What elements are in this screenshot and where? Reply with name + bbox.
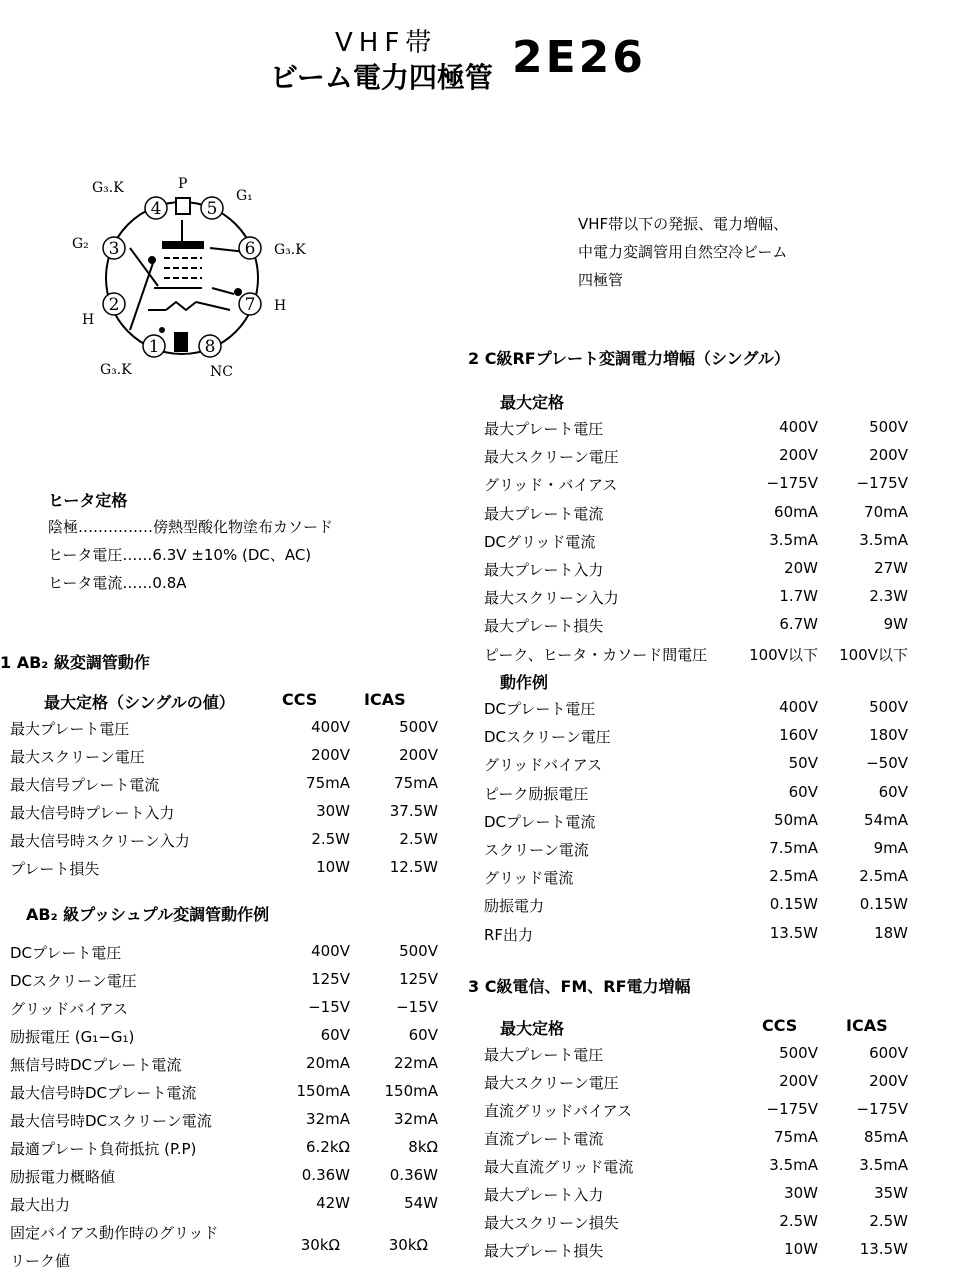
heater-title: ヒータ定格 <box>48 491 128 510</box>
sec2-ratings-title: 最大定格 <box>500 393 565 412</box>
row-label: 最大プレート損失 <box>484 617 604 636</box>
svg-text:G₃.K: G₃.K <box>92 180 124 196</box>
row-label: 最大プレート電圧 <box>484 1046 604 1064</box>
row-value-1: 6.7W <box>779 615 818 634</box>
table-row <box>484 531 908 555</box>
grid-leak-label-2: リーク値 <box>10 1252 71 1270</box>
svg-text:H: H <box>82 312 95 328</box>
heater-line: 陰極……………傍熱型酸化物塗布カソード <box>48 518 334 536</box>
row-value-2: 60V <box>408 1026 438 1044</box>
model-number: 2E26 <box>512 32 646 83</box>
svg-text:2: 2 <box>108 295 120 315</box>
row-value-1: 60V <box>320 1026 350 1044</box>
row-value-2: 27W <box>874 559 908 577</box>
row-value-1: 42W <box>316 1194 350 1212</box>
row-label: ピーク、ヒータ・カソード間電圧 <box>484 645 708 664</box>
row-value-2: 2.5W <box>869 1212 908 1230</box>
sec1-pp-title: AB₂ 級プッシュプル変調管動作例 <box>26 905 270 924</box>
row-value-1: 400V <box>311 942 350 960</box>
row-label: 励振電力概略値 <box>10 1168 116 1186</box>
row-value-1: 2.5mA <box>769 867 818 886</box>
sec3-col2: ICAS <box>846 1016 888 1035</box>
sec3-ratings-title: 最大定格 <box>500 1019 565 1038</box>
row-value-2: 500V <box>399 718 438 736</box>
row-value-1: 10W <box>316 858 350 876</box>
row-value-2: 2.5W <box>399 830 438 848</box>
row-label: DCプレート電圧 <box>484 700 596 718</box>
row-value-2: 12.5W <box>389 858 438 876</box>
row-value-2: 54W <box>404 1194 438 1212</box>
row-value-1: 0.15W <box>769 895 818 914</box>
row-value-2: −175V <box>856 1100 908 1118</box>
table-row <box>10 942 438 966</box>
svg-text:6: 6 <box>244 239 256 259</box>
sec1-ratings-title: 最大定格（シングルの値） <box>44 693 235 712</box>
table-row <box>10 802 438 826</box>
row-value-1: −15V <box>308 998 350 1016</box>
row-value-2: 18W <box>874 923 908 942</box>
svg-text:1: 1 <box>148 337 160 357</box>
row-label: スクリーン電流 <box>484 841 589 859</box>
row-label: グリッド・バイアス <box>484 476 618 495</box>
row-value-1: 30W <box>316 802 350 820</box>
row-value-1: 50V <box>788 754 818 773</box>
row-label: DCグリッド電流 <box>484 532 596 551</box>
row-label: 最大プレート入力 <box>484 561 604 579</box>
row-label: 最大スクリーン電圧 <box>484 1074 619 1092</box>
table-row <box>10 746 438 770</box>
row-label: DCプレート電圧 <box>10 944 122 962</box>
row-value-2: 200V <box>869 1072 908 1090</box>
svg-text:4: 4 <box>150 199 162 219</box>
row-value-2: 37.5W <box>389 802 438 820</box>
row-label: 最大信号時DCプレート電流 <box>10 1084 197 1102</box>
row-value-1: 30W <box>784 1184 818 1202</box>
row-value-1: 60mA <box>774 502 818 521</box>
row-value-2: 8kΩ <box>408 1138 438 1156</box>
row-value-2: 125V <box>399 970 438 988</box>
table-row <box>484 924 908 948</box>
row-label: 最大信号プレート電流 <box>10 776 160 794</box>
row-label: DCスクリーン電圧 <box>10 972 137 990</box>
table-row <box>484 1156 908 1180</box>
header-line1: VHF帯 <box>335 28 438 58</box>
row-value-1: 60V <box>788 782 818 801</box>
svg-text:P: P <box>178 176 188 192</box>
table-row <box>484 446 908 470</box>
row-value-1: 6.2kΩ <box>305 1138 350 1156</box>
row-value-1: 7.5mA <box>769 839 818 857</box>
svg-text:8: 8 <box>204 337 216 357</box>
row-value-1: 400V <box>779 698 818 716</box>
row-label: 最大スクリーン電圧 <box>10 748 145 766</box>
row-value-1: 125V <box>311 970 350 988</box>
table-row <box>10 998 438 1022</box>
row-value-2: 75mA <box>394 774 438 792</box>
row-value-2: −175V <box>856 474 908 493</box>
row-value-1: 2.5W <box>779 1212 818 1230</box>
table-row <box>484 895 908 919</box>
svg-text:3: 3 <box>108 239 120 259</box>
table-row <box>484 559 908 583</box>
row-value-2: 3.5mA <box>859 1156 908 1174</box>
svg-text:7: 7 <box>244 295 256 315</box>
row-value-1: 2.5W <box>311 830 350 848</box>
table-row <box>484 726 908 750</box>
sec1-col2: ICAS <box>364 690 406 709</box>
row-label: 最大スクリーン損失 <box>484 1214 619 1232</box>
row-value-2: 500V <box>869 418 908 436</box>
svg-text:G₂: G₂ <box>72 236 89 252</box>
sec3-title: 3 C級電信、FM、RF電力増幅 <box>468 977 691 996</box>
base-key-top <box>176 198 190 214</box>
table-row <box>484 1212 908 1236</box>
table-row <box>10 1138 438 1162</box>
grid-leak-label-1: 固定バイアス動作時のグリッド <box>10 1224 219 1242</box>
table-row <box>484 754 908 778</box>
row-value-1: 200V <box>779 446 818 465</box>
table-row <box>484 1184 908 1208</box>
table-row <box>10 1166 438 1190</box>
row-value-1: 1.7W <box>779 587 818 606</box>
row-label: 最大信号時DCスクリーン電流 <box>10 1112 212 1130</box>
table-row <box>10 718 438 742</box>
row-value-1: 32mA <box>306 1110 350 1128</box>
base-pin-diagram <box>70 170 340 385</box>
table-row <box>10 858 438 882</box>
sec2-op-title: 動作例 <box>500 673 549 692</box>
row-value-2: 180V <box>869 726 908 745</box>
row-value-2: 2.5mA <box>859 867 908 886</box>
row-value-2: 600V <box>869 1044 908 1062</box>
table-row <box>10 1110 438 1134</box>
row-label: 最大出力 <box>10 1196 71 1214</box>
table-row <box>10 970 438 994</box>
row-value-1: 400V <box>311 718 350 736</box>
row-value-1: 3.5mA <box>769 530 818 549</box>
row-label: DCスクリーン電圧 <box>484 728 611 747</box>
row-value-1: −175V <box>766 1100 818 1118</box>
sec2-title: 2 C級RFプレート変調電力増幅（シングル） <box>468 349 790 368</box>
table-row <box>484 644 908 668</box>
row-label: 最大プレート電圧 <box>484 420 604 438</box>
table-row <box>484 615 908 639</box>
svg-text:5: 5 <box>206 199 218 219</box>
table-row <box>484 1240 908 1264</box>
row-value-2: 200V <box>399 746 438 764</box>
row-value-2: 2.3W <box>869 587 908 606</box>
table-row <box>10 1054 438 1078</box>
row-value-1: 400V <box>779 418 818 436</box>
row-label: ピーク励振電圧 <box>484 784 589 803</box>
row-value-1: 50mA <box>774 810 818 829</box>
row-value-1: 0.36W <box>301 1166 350 1184</box>
row-value-2: 0.36W <box>389 1166 438 1184</box>
sec3-col1: CCS <box>762 1016 798 1035</box>
row-label: 最大スクリーン入力 <box>484 589 619 608</box>
row-label: 最適プレート負荷抵抗 (P.P) <box>10 1140 197 1158</box>
table-row <box>484 839 908 863</box>
row-value-2: −15V <box>396 998 438 1016</box>
row-value-1: 200V <box>311 746 350 764</box>
table-row <box>484 474 908 498</box>
table-row <box>10 1026 438 1050</box>
row-value-2: 70mA <box>864 502 908 521</box>
grid-leak-v2: 30kΩ <box>388 1236 428 1254</box>
row-label: RF出力 <box>484 925 534 944</box>
row-label: グリッドバイアス <box>484 756 603 775</box>
row-value-2: 500V <box>869 698 908 716</box>
row-label: 最大信号時プレート入力 <box>10 804 175 822</box>
row-value-2: 500V <box>399 942 438 960</box>
row-label: 最大スクリーン電圧 <box>484 448 619 467</box>
svg-text:NC: NC <box>210 364 233 380</box>
row-label: 直流グリッドバイアス <box>484 1102 633 1120</box>
row-value-2: 100V以下 <box>839 645 908 664</box>
row-value-2: 60V <box>878 782 908 801</box>
row-value-2: 13.5W <box>859 1240 908 1258</box>
row-value-2: 9mA <box>873 839 908 857</box>
row-label: 直流プレート電流 <box>484 1130 604 1148</box>
table-row <box>484 587 908 611</box>
row-value-2: 200V <box>869 446 908 465</box>
row-value-1: 3.5mA <box>769 1156 818 1174</box>
row-value-2: −50V <box>866 754 908 773</box>
svg-text:H: H <box>274 298 287 314</box>
row-label: 最大プレート損失 <box>484 1242 604 1260</box>
row-value-2: 0.15W <box>859 895 908 914</box>
table-row <box>484 783 908 807</box>
row-value-1: 20W <box>784 559 818 577</box>
row-value-2: 3.5mA <box>859 530 908 549</box>
row-value-2: 85mA <box>864 1128 908 1146</box>
row-value-1: 100V以下 <box>749 645 818 664</box>
heater-line: ヒータ電圧……6.3V ±10% (DC、AC) <box>48 546 312 564</box>
row-value-1: 160V <box>779 726 818 745</box>
row-value-2: 32mA <box>394 1110 438 1128</box>
row-label: 最大プレート電圧 <box>10 720 130 738</box>
row-label: 最大直流グリッド電流 <box>484 1158 634 1176</box>
row-label: プレート損失 <box>10 860 100 878</box>
row-value-2: 35W <box>874 1184 908 1202</box>
table-row <box>484 503 908 527</box>
row-label: 最大プレート入力 <box>484 1186 604 1204</box>
sec1-title: 1 AB₂ 級変調管動作 <box>0 653 150 672</box>
row-value-1: 150mA <box>296 1082 350 1100</box>
table-row <box>484 698 908 722</box>
row-label: グリッドバイアス <box>10 1000 129 1018</box>
header-line2: ビーム電力四極管 <box>270 61 493 94</box>
svg-text:G₃.K: G₃.K <box>274 242 306 258</box>
table-row <box>484 418 908 442</box>
table-row <box>10 1194 438 1218</box>
row-value-1: 13.5W <box>769 923 818 942</box>
row-label: グリッド電流 <box>484 869 574 888</box>
row-value-1: 500V <box>779 1044 818 1062</box>
row-value-1: −175V <box>766 474 818 493</box>
description: VHF帯以下の発振、電力増幅、 中電力変調管用自然空冷ビーム 四極管 <box>578 215 789 289</box>
table-row <box>484 1128 908 1152</box>
row-label: 励振電圧 (G₁−G₁) <box>10 1028 135 1046</box>
sec1-col1: CCS <box>282 690 318 709</box>
grid-leak-v1: 30kΩ <box>300 1236 340 1254</box>
row-label: DCプレート電流 <box>484 812 596 831</box>
row-value-1: 200V <box>779 1072 818 1090</box>
row-value-2: 22mA <box>394 1054 438 1072</box>
svg-text:G₃.K: G₃.K <box>100 362 132 378</box>
row-value-1: 75mA <box>306 774 350 792</box>
table-row <box>484 867 908 891</box>
row-label: 最大信号時スクリーン入力 <box>10 832 190 850</box>
svg-text:G₁: G₁ <box>236 188 253 204</box>
row-label: 励振電力 <box>484 897 545 916</box>
table-row <box>484 1100 908 1124</box>
table-row <box>484 1072 908 1096</box>
table-row <box>10 1082 438 1106</box>
row-value-2: 150mA <box>384 1082 438 1100</box>
table-row <box>10 774 438 798</box>
row-value-2: 54mA <box>864 810 908 829</box>
row-label: 無信号時DCプレート電流 <box>10 1056 182 1074</box>
row-value-1: 75mA <box>774 1128 818 1146</box>
table-row <box>484 1044 908 1068</box>
row-value-2: 9W <box>883 615 908 634</box>
base-key-bottom <box>174 332 188 352</box>
row-value-1: 10W <box>784 1240 818 1258</box>
table-row <box>10 830 438 854</box>
heater-line: ヒータ電流……0.8A <box>48 574 187 592</box>
row-label: 最大プレート電流 <box>484 504 604 523</box>
table-row <box>484 811 908 835</box>
plate-element <box>163 242 203 248</box>
row-value-1: 20mA <box>306 1054 350 1072</box>
